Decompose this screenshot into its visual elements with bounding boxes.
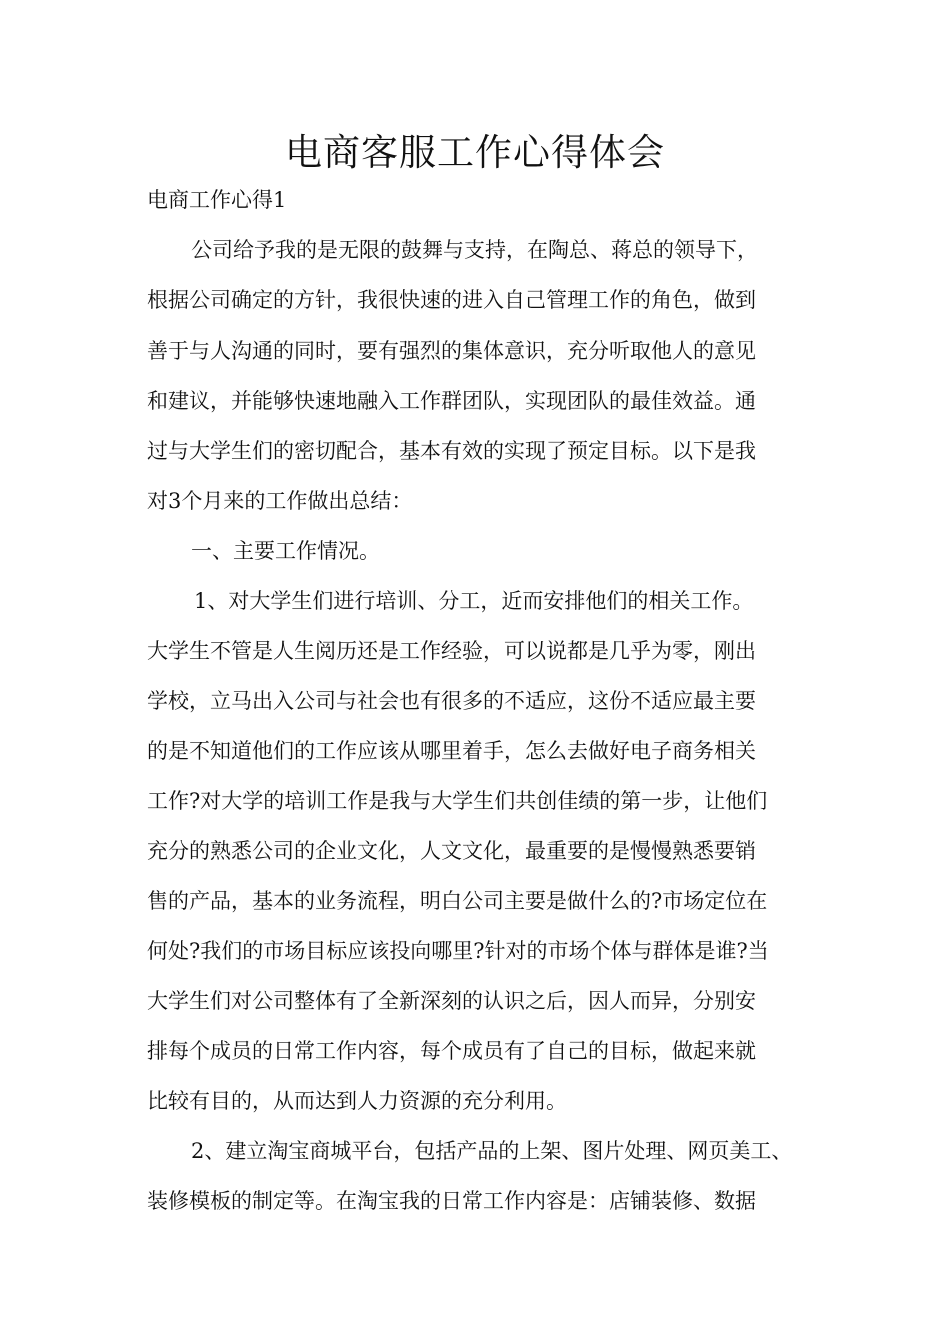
paragraph-line: 比较有目的，从而达到人力资源的充分利用。 — [147, 1089, 567, 1113]
section-label: 电商工作心得1 — [147, 188, 287, 212]
paragraph-line: 对3个月来的工作做出总结： — [147, 489, 413, 513]
paragraph-line: 过与大学生们的密切配合，基本有效的实现了预定目标。以下是我 — [147, 439, 756, 463]
paragraph-line: 售的产品，基本的业务流程，明白公司主要是做什么的?市场定位在 — [147, 889, 768, 913]
paragraph-line: 的是不知道他们的工作应该从哪里着手，怎么去做好电子商务相关 — [147, 739, 756, 763]
paragraph-line: 大学生们对公司整体有了全新深刻的认识之后，因人而异，分别安 — [147, 989, 756, 1013]
document-title: 电商客服工作心得体会 — [285, 131, 665, 174]
paragraph-line: 大学生不管是人生阅历还是工作经验，可以说都是几乎为零，刚出 — [147, 639, 756, 663]
paragraph-line: 装修模板的制定等。在淘宝我的日常工作内容是：店铺装修、数据 — [147, 1189, 756, 1213]
paragraph-line: 和建议，并能够快速地融入工作群团队，实现团队的最佳效益。通 — [147, 389, 756, 413]
paragraph-line: 公司给予我的是无限的鼓舞与支持，在陶总、蒋总的领导下， — [191, 238, 758, 262]
paragraph-line: 善于与人沟通的同时，要有强烈的集体意识，充分听取他人的意见 — [147, 339, 756, 363]
paragraph-line: 根据公司确定的方针，我很快速的进入自己管理工作的角色，做到 — [147, 288, 756, 312]
section-heading: 一、主要工作情况。 — [191, 539, 380, 563]
paragraph-line: 2、建立淘宝商城平台，包括产品的上架、图片处理、网页美工、 — [191, 1139, 793, 1163]
paragraph-line: 何处?我们的市场目标应该投向哪里?针对的市场个体与群体是谁?当 — [147, 939, 769, 963]
paragraph-line: 工作?对大学的培训工作是我与大学生们共创佳绩的第一步，让他们 — [147, 789, 768, 813]
paragraph-line: 学校，立马出入公司与社会也有很多的不适应，这份不适应最主要 — [147, 689, 756, 713]
paragraph-line: 充分的熟悉公司的企业文化，人文文化，最重要的是慢慢熟悉要销 — [147, 839, 756, 863]
paragraph-line: 排每个成员的日常工作内容，每个成员有了自己的目标，做起来就 — [147, 1039, 756, 1063]
paragraph-line: 1、对大学生们进行培训、分工，近而安排他们的相关工作。 — [194, 589, 754, 613]
